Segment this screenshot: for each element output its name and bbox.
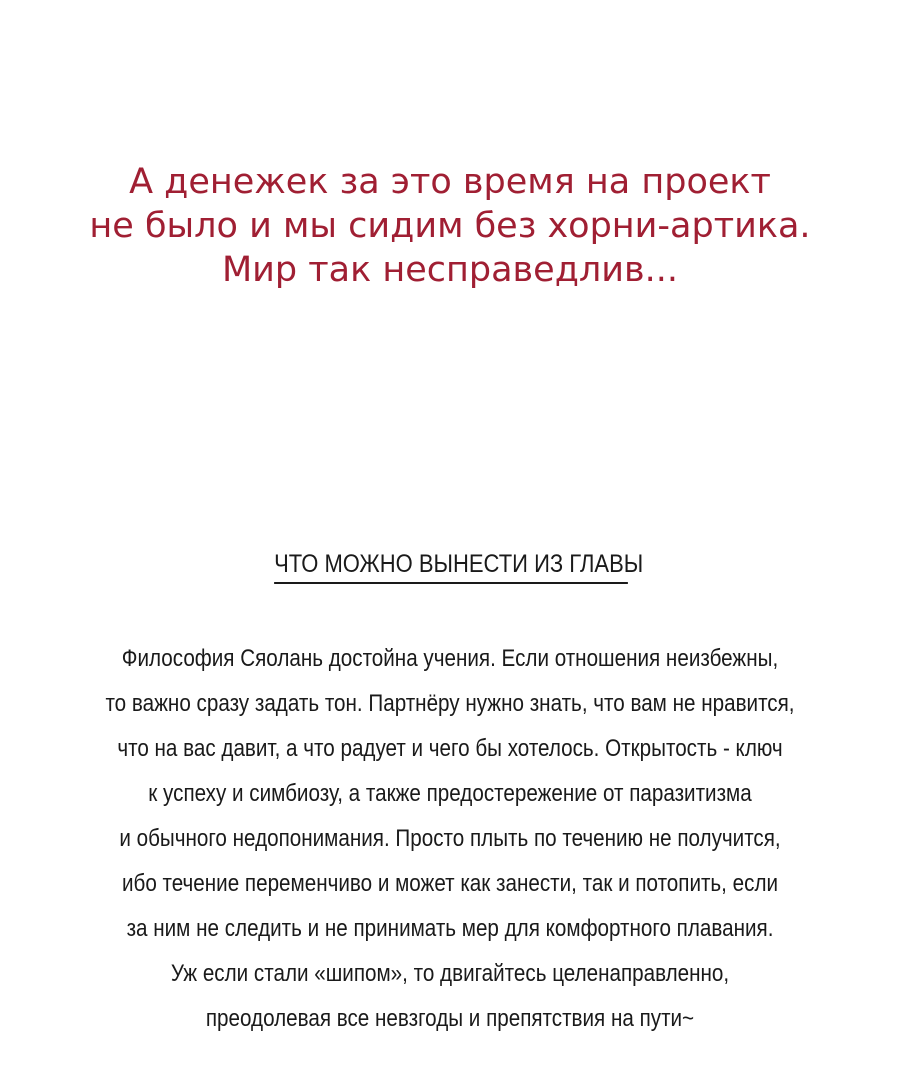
takeaway-line: ибо течение переменчиво и может как занести, так и потопить, если (121, 870, 779, 897)
takeaway-line: и обычного недопонимания. Просто плыть по течению не получится, (119, 825, 781, 852)
takeaway-line: к успеху и симбиозу, а также предостережение от паразитизма (148, 780, 752, 807)
takeaway-line: Философия Сяолань достойна учения. Если отношения неизбежны, (121, 645, 779, 672)
author-note (0, 160, 900, 292)
author-note-line: Мир так несправедлив... (221, 250, 679, 290)
takeaway-line: что на вас давит, а что радует и чего бы хотелось. Открытость - ключ (117, 735, 783, 762)
author-note-line: А денежек за это время на проект (129, 162, 771, 202)
takeaway-line: то важно сразу задать тон. Партнёру нужно знать, что вам не нравится, (105, 690, 795, 717)
takeaway-heading: ЧТО МОЖНО ВЫНЕСТИ ИЗ ГЛАВЫ (274, 548, 628, 584)
takeaway-line: преодолевая все невзгоды и препятствия на пути~ (205, 1005, 695, 1032)
takeaway-line: за ним не следить и не принимать мер для комфортного плавания. (126, 915, 774, 942)
author-note-line: не было и мы сидим без хорни-артика. (89, 206, 811, 246)
takeaway-text (0, 636, 900, 1041)
takeaway-line: Уж если стали «шипом», то двигайтесь целенаправленно, (170, 960, 730, 987)
